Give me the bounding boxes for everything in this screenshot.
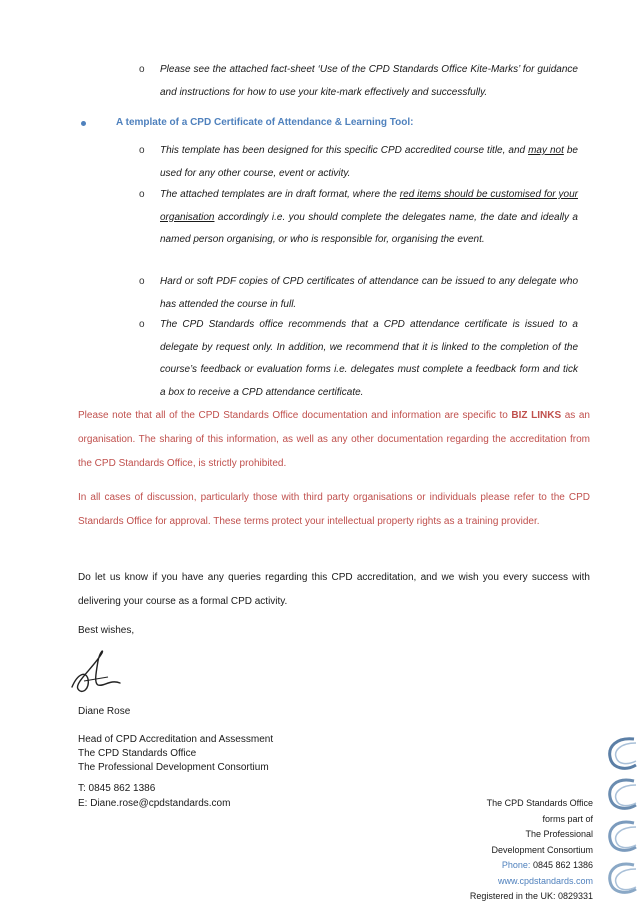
- signature-image: [64, 643, 130, 701]
- footer-line: forms part of: [542, 813, 593, 824]
- sub-bullet-marker: o: [139, 276, 145, 287]
- footer-registration: Registered in the UK: 0829331: [469, 891, 593, 901]
- signatory-consortium: The Professional Development Consortium: [78, 762, 269, 773]
- sub-bullet-marker: o: [139, 189, 145, 200]
- signatory-org: The CPD Standards Office: [78, 748, 197, 759]
- consortium-rings-logo: [602, 735, 638, 903]
- certificate-template-heading: A template of a CPD Certificate of Attendance & Learning Tool:: [116, 117, 414, 128]
- footer-line: The Professional: [525, 829, 593, 839]
- footer-line: The CPD Standards Office: [486, 798, 593, 808]
- signatory-email: E: Diane.rose@cpdstandards.com: [78, 798, 231, 809]
- closing-paragraph: Do let us know if you have any queries regarding this CPD accreditation, and we wish you every success with delivering your course as a formal CPD activity.: [78, 572, 590, 607]
- sign-off: Best wishes,: [78, 625, 135, 636]
- approval-notice: In all cases of discussion, particularly those with third party organisations or individuals please refer to the CPD Standards Office for approval. These terms protect your intellectual property rights as a training provider.: [78, 492, 590, 527]
- usage-notice: Please note that all of the CPD Standards Office documentation and information are specific to BIZ LINKS as an organisation. The sharing of this information, as well as any other documentation regarding the accreditation from the CPD Standards Office, is strictly prohibited.: [78, 410, 590, 469]
- draft-format-item: The attached templates are in draft format, where the red items should be customised for your organisation accordingly i.e. you should complete the delegates name, the date and ideally a named person organising, or who is responsible for, organising the event.: [160, 189, 578, 245]
- sub-bullet-marker: o: [139, 145, 145, 156]
- signatory-name: Diane Rose: [78, 706, 131, 717]
- pdf-copies-item: Hard or soft PDF copies of CPD certificates of attendance can be issued to any delegate who has attended the course in full.: [160, 276, 578, 310]
- kite-mark-factsheet-item: Please see the attached fact-sheet ‘Use of the CPD Standards Office Kite-Marks’ for guidance and instructions for how to use your kite-mark effectively and successfully.: [160, 64, 578, 98]
- signatory-phone: T: 0845 862 1386: [78, 783, 156, 794]
- attendance-recommendation-item: The CPD Standards office recommends that a CPD attendance certificate is issued to a delegate by request only. In addition, we recommend that it is linked to the completion of the course’s feedback or evaluation forms i.e. delegates must complete a feedback form and tick a box to receive a CPD attendance certificate.: [160, 319, 578, 398]
- footer-contact-block: [423, 796, 593, 905]
- footer-line: Development Consortium: [491, 844, 593, 855]
- sub-bullet-marker: o: [139, 64, 145, 75]
- bullet-dot-icon: [81, 121, 86, 126]
- footer-phone: Phone: 0845 862 1386: [501, 860, 593, 870]
- template-specific-item: This template has been designed for this specific CPD accredited course title, and may not be used for any other course, event or activity.: [160, 145, 578, 179]
- sub-bullet-marker: o: [139, 319, 145, 330]
- signatory-role: Head of CPD Accreditation and Assessment: [78, 734, 274, 745]
- footer-website-link[interactable]: www.cpdstandards.com: [497, 875, 593, 886]
